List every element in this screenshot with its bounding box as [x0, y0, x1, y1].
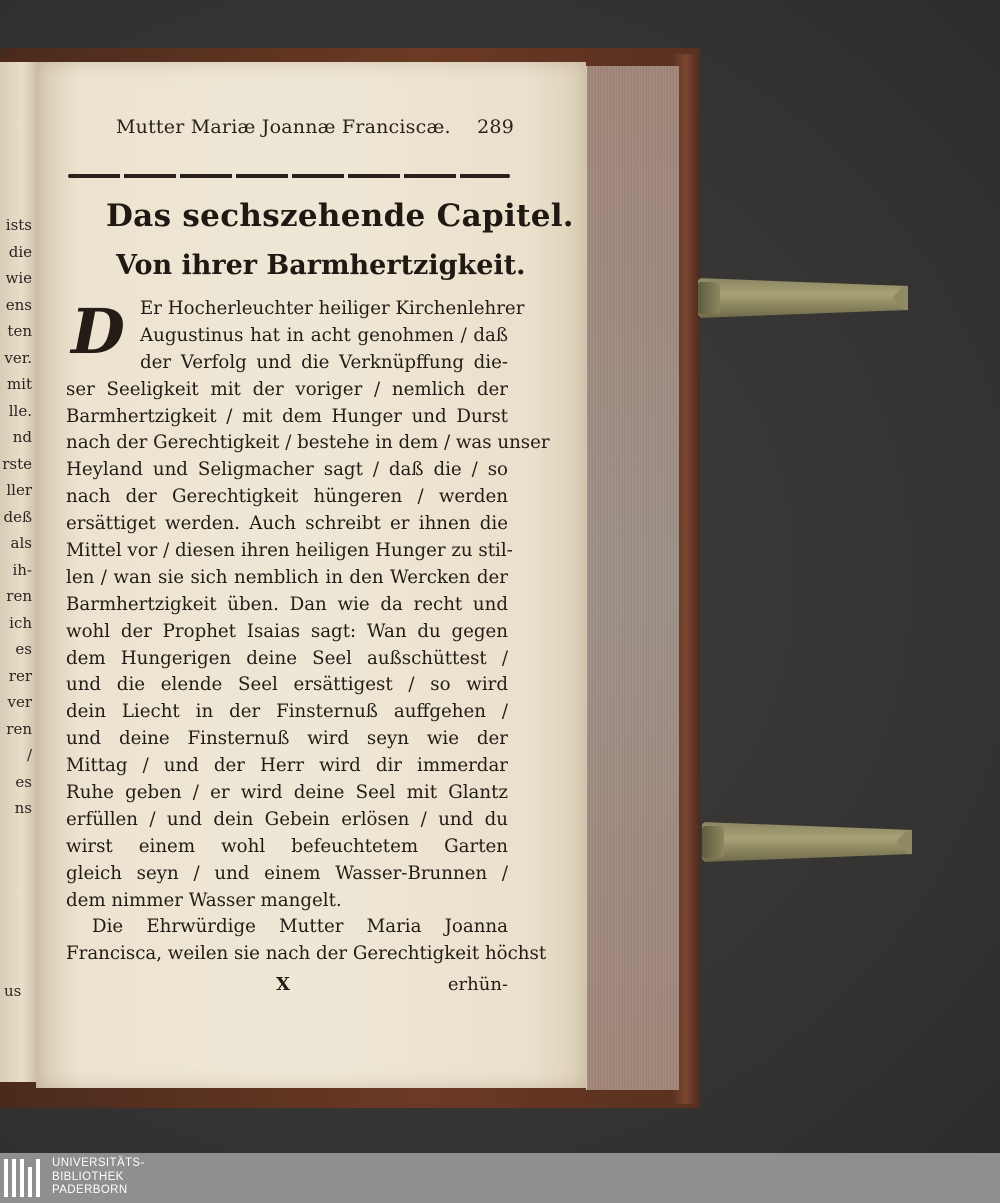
previous-page-fragment: rer [8, 666, 32, 685]
previous-page-fragment: / [26, 746, 32, 764]
previous-page-fragment: ih- [12, 560, 32, 579]
page-edges [586, 66, 679, 1090]
library-logo-icon [4, 1159, 44, 1197]
text-line: ersättiget werden. Auch schreibt er ihnen die [66, 513, 508, 535]
previous-page-fragment: ver [7, 693, 32, 711]
chapter-subtitle: Von ihrer Barmhertzigkeit. [116, 250, 526, 281]
text-line: dem nimmer Wasser mangelt. [66, 889, 342, 911]
previous-page-fragment: ren [6, 587, 32, 605]
catchword: erhün- [447, 974, 508, 995]
page-number: 289 [477, 116, 514, 138]
previous-page-fragment: ren [6, 719, 32, 738]
text-line: wirst einem wohl befeuchtetem Garten [66, 835, 508, 857]
text-line: dein Liecht in der Finsternuß auffgehen / [66, 701, 508, 723]
ornamental-rule [68, 174, 510, 178]
text-line: der Verfolg und die Verknüpffung die- [140, 351, 508, 373]
text-line: wohl der Prophet Isaias sagt: Wan du gegen [66, 620, 508, 642]
text-line: nach der Gerechtigkeit / bestehe in dem / was unser [66, 432, 550, 454]
previous-page-text [2, 212, 32, 822]
body-text [66, 296, 550, 968]
previous-page-fragment: ten [7, 322, 32, 340]
previous-page-fragment: ver. [4, 348, 32, 367]
previous-page-fragment: es [15, 772, 32, 791]
text-line: Mittel vor / diesen ihren heiligen Hunger zu stil- [66, 540, 513, 562]
decorated-initial: D [71, 295, 125, 368]
text-line: Er Hocherleuchter heiliger Kirchenlehrer [140, 298, 525, 319]
text-line: gleich seyn / und einem Wasser-Brunnen / [66, 862, 508, 884]
text-line: Mittag / und der Herr wird dir immerdar [66, 755, 508, 777]
text-line: nach der Gerechtigkeit hüngeren / werden [66, 486, 508, 508]
previous-page-catchword: us [4, 982, 22, 1000]
previous-page-fragment: die [8, 242, 32, 261]
text-line: Heyland und Seligmacher sagt / daß die / so [66, 459, 508, 481]
text-line: Die Ehrwürdige Mutter Maria Joanna [92, 916, 508, 938]
previous-page-fragment: rste [2, 454, 32, 473]
text-line: len / wan sie sich nemblich in den Wercken der [66, 566, 508, 588]
clasp-top [698, 278, 908, 318]
chapter-title: Das sechszehende Capitel. [106, 198, 574, 234]
page-footer-line [66, 974, 508, 1000]
previous-page-fragment: wie [5, 269, 32, 287]
previous-page-fragment: mit [6, 375, 32, 393]
previous-page-fragment: es [15, 640, 32, 658]
library-name [52, 1157, 145, 1198]
previous-page-fragment: ens [5, 295, 32, 314]
previous-page-fragment: ller [6, 481, 32, 499]
text-line: dem Hungerigen deine Seel außschüttest / [66, 647, 508, 669]
previous-page-fragment: ich [9, 613, 32, 632]
text-line: und deine Finsternuß wird seyn wie der [66, 728, 508, 750]
previous-page-fragment: lle. [8, 401, 32, 420]
previous-page-fragment: ists [5, 216, 32, 234]
library-name-line1: UNIVERSITÄTS- [52, 1157, 145, 1169]
book-page [36, 62, 586, 1088]
text-line: erfüllen / und dein Gebein erlösen / und du [66, 808, 508, 830]
text-line: und die elende Seel ersättigest / so wird [66, 674, 508, 696]
text-line: Augustinus hat in acht genohmen / daß [140, 324, 508, 346]
previous-page-fragment: nd [12, 428, 32, 446]
signature-mark: X [276, 974, 290, 995]
clasp-bottom [702, 822, 912, 862]
text-line: Francisca, weilen sie nach der Gerechtigkeit höchst [66, 943, 547, 965]
running-head-title: Mutter Mariæ Joannæ Franciscæ. [116, 116, 451, 138]
library-name-line2: BIBLIOTHEK [52, 1170, 124, 1183]
footer-bar [0, 1153, 1000, 1203]
text-line: Barmhertzigkeit üben. Dan wie da recht und [66, 593, 508, 615]
previous-page [0, 62, 37, 1082]
library-name-line3: PADERBORN [52, 1184, 128, 1196]
previous-page-fragment: als [10, 534, 32, 552]
previous-page-fragment: deß [3, 507, 32, 526]
text-line: Barmhertzigkeit / mit dem Hunger und Durst [66, 405, 508, 427]
text-line: ser Seeligkeit mit der voriger / nemlich der [66, 378, 508, 400]
previous-page-fragment: ns [14, 799, 32, 817]
text-line: Ruhe geben / er wird deine Seel mit Glantz [66, 782, 508, 804]
